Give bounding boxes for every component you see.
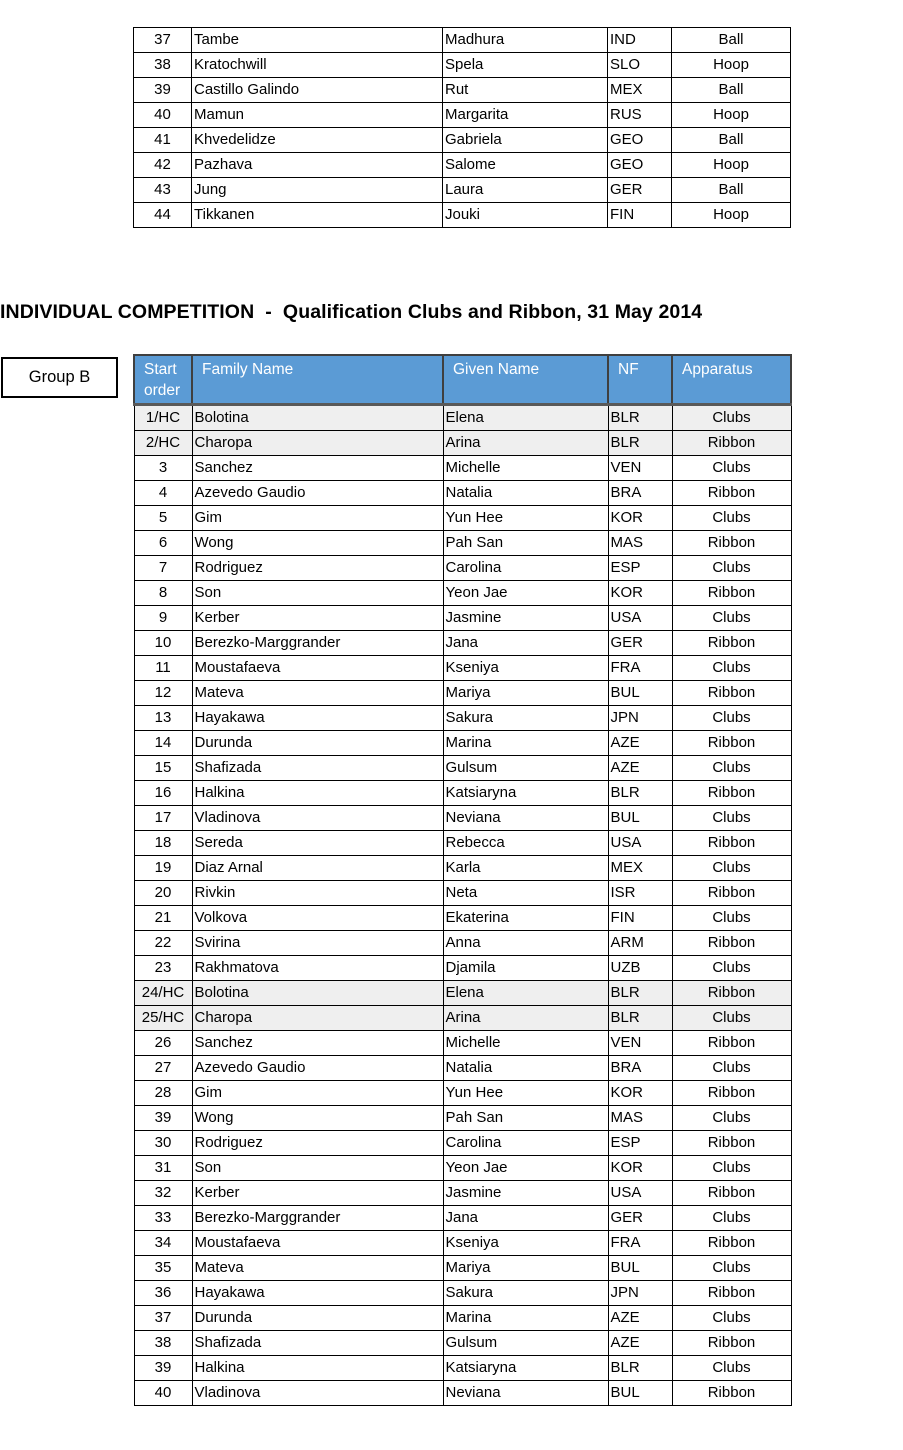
family-name-cell: Bolotina: [192, 405, 443, 431]
start-order-cell: 38: [134, 1331, 192, 1356]
given-name-cell: Yeon Jae: [443, 581, 608, 606]
nf-cell: BLR: [608, 981, 672, 1006]
apparatus-cell: Ribbon: [672, 681, 791, 706]
apparatus-cell: Clubs: [672, 456, 791, 481]
given-name-cell: Gulsum: [443, 1331, 608, 1356]
nf-cell: BUL: [608, 1256, 672, 1281]
given-name-cell: Pah San: [443, 1106, 608, 1131]
group-b-table: [133, 354, 792, 1406]
start-order-cell: 15: [134, 756, 192, 781]
table-row: [134, 681, 791, 706]
nf-cell: MAS: [608, 1106, 672, 1131]
given-name-cell: Spela: [443, 53, 608, 78]
family-name-cell: Azevedo Gaudio: [192, 1056, 443, 1081]
start-order-cell: 6: [134, 531, 192, 556]
apparatus-cell: Ribbon: [672, 781, 791, 806]
given-name-cell: Sakura: [443, 706, 608, 731]
given-name-cell: Elena: [443, 405, 608, 431]
section-heading: INDIVIDUAL COMPETITION - Qualification Clubs and Ribbon, 31 May 2014: [0, 301, 703, 323]
apparatus-cell: Ribbon: [672, 931, 791, 956]
given-name-cell: Anna: [443, 931, 608, 956]
family-name-cell: Charopa: [192, 1006, 443, 1031]
nf-cell: KOR: [608, 506, 672, 531]
start-order-cell: 33: [134, 1206, 192, 1231]
nf-cell: BUL: [608, 806, 672, 831]
start-order-cell: 35: [134, 1256, 192, 1281]
family-name-cell: Berezko-Marggrander: [192, 631, 443, 656]
table-row: [134, 178, 791, 203]
table-row: [134, 781, 791, 806]
given-name-cell: Rebecca: [443, 831, 608, 856]
apparatus-cell: Ball: [672, 28, 791, 53]
apparatus-cell: Hoop: [672, 203, 791, 228]
table-row: [134, 1056, 791, 1081]
family-name-cell: Mateva: [192, 681, 443, 706]
family-name-cell: Halkina: [192, 781, 443, 806]
table-row: [134, 906, 791, 931]
given-name-cell: Kseniya: [443, 1231, 608, 1256]
family-name-cell: Azevedo Gaudio: [192, 481, 443, 506]
family-name-cell: Mateva: [192, 1256, 443, 1281]
table-row: [134, 203, 791, 228]
nf-cell: USA: [608, 1181, 672, 1206]
start-order-cell: 32: [134, 1181, 192, 1206]
apparatus-cell: Ribbon: [672, 581, 791, 606]
given-name-cell: Neta: [443, 881, 608, 906]
nf-cell: GEO: [608, 153, 672, 178]
family-name-cell: Berezko-Marggrander: [192, 1206, 443, 1231]
family-name-cell: Durunda: [192, 1306, 443, 1331]
table-row: [134, 1381, 791, 1406]
table-row: [134, 806, 791, 831]
apparatus-cell: Clubs: [672, 756, 791, 781]
table-row: [134, 1231, 791, 1256]
apparatus-cell: Clubs: [672, 806, 791, 831]
nf-cell: SLO: [608, 53, 672, 78]
given-name-cell: Katsiaryna: [443, 781, 608, 806]
nf-cell: AZE: [608, 731, 672, 756]
family-name-cell: Moustafaeva: [192, 656, 443, 681]
start-order-cell: 37: [134, 28, 192, 53]
start-order-cell: 11: [134, 656, 192, 681]
table-row: [134, 1081, 791, 1106]
nf-cell: MEX: [608, 856, 672, 881]
start-order-cell: 28: [134, 1081, 192, 1106]
nf-cell: ESP: [608, 556, 672, 581]
start-order-cell: 16: [134, 781, 192, 806]
nf-cell: GER: [608, 631, 672, 656]
start-order-cell: 40: [134, 1381, 192, 1406]
previous-group-table: [133, 27, 791, 228]
table-row: [134, 731, 791, 756]
start-order-cell: 31: [134, 1156, 192, 1181]
given-name-cell: Michelle: [443, 1031, 608, 1056]
start-order-cell: 9: [134, 606, 192, 631]
table-row: [134, 856, 791, 881]
table-row: [134, 1181, 791, 1206]
nf-cell: VEN: [608, 1031, 672, 1056]
given-name-cell: Neviana: [443, 806, 608, 831]
nf-cell: KOR: [608, 1081, 672, 1106]
nf-cell: ISR: [608, 881, 672, 906]
given-name-cell: Natalia: [443, 1056, 608, 1081]
start-order-cell: 25/HC: [134, 1006, 192, 1031]
start-order-cell: 19: [134, 856, 192, 881]
family-name-cell: Son: [192, 1156, 443, 1181]
start-order-cell: 26: [134, 1031, 192, 1056]
apparatus-cell: Ribbon: [672, 1281, 791, 1306]
start-order-cell: 27: [134, 1056, 192, 1081]
table-row: [134, 28, 791, 53]
family-name-cell: Wong: [192, 1106, 443, 1131]
header-row: [134, 355, 791, 405]
nf-cell: KOR: [608, 1156, 672, 1181]
table-row: [134, 1031, 791, 1056]
table-row: [134, 1356, 791, 1381]
given-name-cell: Carolina: [443, 1131, 608, 1156]
given-name-cell: Katsiaryna: [443, 1356, 608, 1381]
apparatus-cell: Ball: [672, 128, 791, 153]
apparatus-cell: Clubs: [672, 556, 791, 581]
table-row: [134, 1281, 791, 1306]
apparatus-cell: Clubs: [672, 856, 791, 881]
nf-cell: RUS: [608, 103, 672, 128]
table-row: [134, 1106, 791, 1131]
nf-cell: JPN: [608, 706, 672, 731]
table-row: [134, 1156, 791, 1181]
start-order-cell: 44: [134, 203, 192, 228]
nf-cell: UZB: [608, 956, 672, 981]
table-row: [134, 1131, 791, 1156]
table-row: [134, 1306, 791, 1331]
group-label-box: [1, 357, 118, 398]
table-row: [134, 631, 791, 656]
start-order-cell: 2/HC: [134, 431, 192, 456]
table-row: [134, 1256, 791, 1281]
nf-cell: MAS: [608, 531, 672, 556]
col-header-nf: NF: [608, 355, 672, 405]
given-name-cell: Rut: [443, 78, 608, 103]
table-row: [134, 531, 791, 556]
nf-cell: USA: [608, 606, 672, 631]
start-order-cell: 39: [134, 1356, 192, 1381]
apparatus-cell: Hoop: [672, 53, 791, 78]
family-name-cell: Durunda: [192, 731, 443, 756]
apparatus-cell: Clubs: [672, 1056, 791, 1081]
table-row: [134, 78, 791, 103]
family-name-cell: Charopa: [192, 431, 443, 456]
given-name-cell: Neviana: [443, 1381, 608, 1406]
given-name-cell: Kseniya: [443, 656, 608, 681]
given-name-cell: Jana: [443, 631, 608, 656]
start-order-cell: 43: [134, 178, 192, 203]
apparatus-cell: Ribbon: [672, 1381, 791, 1406]
family-name-cell: Hayakawa: [192, 706, 443, 731]
family-name-cell: Tambe: [192, 28, 443, 53]
nf-cell: BLR: [608, 781, 672, 806]
given-name-cell: Laura: [443, 178, 608, 203]
start-order-cell: 17: [134, 806, 192, 831]
nf-cell: GER: [608, 1206, 672, 1231]
family-name-cell: Moustafaeva: [192, 1231, 443, 1256]
table-row: [134, 506, 791, 531]
start-order-cell: 13: [134, 706, 192, 731]
table-row: [134, 981, 791, 1006]
family-name-cell: Mamun: [192, 103, 443, 128]
apparatus-cell: Ribbon: [672, 431, 791, 456]
family-name-cell: Wong: [192, 531, 443, 556]
nf-cell: BLR: [608, 431, 672, 456]
apparatus-cell: Ribbon: [672, 881, 791, 906]
given-name-cell: Arina: [443, 1006, 608, 1031]
col-header-given-name: Given Name: [443, 355, 608, 405]
apparatus-cell: Clubs: [672, 706, 791, 731]
family-name-cell: Son: [192, 581, 443, 606]
given-name-cell: Pah San: [443, 531, 608, 556]
family-name-cell: Khvedelidze: [192, 128, 443, 153]
given-name-cell: Mariya: [443, 681, 608, 706]
table-row: [134, 831, 791, 856]
family-name-cell: Jung: [192, 178, 443, 203]
table-row: [134, 606, 791, 631]
apparatus-cell: Ribbon: [672, 531, 791, 556]
given-name-cell: Sakura: [443, 1281, 608, 1306]
table-row: [134, 1206, 791, 1231]
apparatus-cell: Ribbon: [672, 1131, 791, 1156]
apparatus-cell: Ribbon: [672, 981, 791, 1006]
given-name-cell: Jouki: [443, 203, 608, 228]
nf-cell: JPN: [608, 1281, 672, 1306]
apparatus-cell: Ribbon: [672, 731, 791, 756]
given-name-cell: Marina: [443, 731, 608, 756]
apparatus-cell: Clubs: [672, 956, 791, 981]
given-name-cell: Gulsum: [443, 756, 608, 781]
family-name-cell: Pazhava: [192, 153, 443, 178]
apparatus-cell: Ribbon: [672, 1231, 791, 1256]
family-name-cell: Gim: [192, 506, 443, 531]
family-name-cell: Sanchez: [192, 456, 443, 481]
given-name-cell: Jana: [443, 1206, 608, 1231]
given-name-cell: Mariya: [443, 1256, 608, 1281]
table-row: [134, 931, 791, 956]
start-order-cell: 12: [134, 681, 192, 706]
start-order-cell: 14: [134, 731, 192, 756]
col-header-start-order: Start order: [134, 355, 192, 405]
apparatus-cell: Clubs: [672, 1156, 791, 1181]
family-name-cell: Vladinova: [192, 806, 443, 831]
start-order-cell: 24/HC: [134, 981, 192, 1006]
table-row: [134, 706, 791, 731]
table-row: [134, 128, 791, 153]
family-name-cell: Volkova: [192, 906, 443, 931]
nf-cell: FIN: [608, 203, 672, 228]
table-row: [134, 53, 791, 78]
nf-cell: BRA: [608, 481, 672, 506]
table-row: [134, 481, 791, 506]
apparatus-cell: Clubs: [672, 1306, 791, 1331]
apparatus-cell: Ball: [672, 178, 791, 203]
nf-cell: FIN: [608, 906, 672, 931]
start-order-cell: 40: [134, 103, 192, 128]
apparatus-cell: Ball: [672, 78, 791, 103]
table-row: [134, 103, 791, 128]
given-name-cell: Michelle: [443, 456, 608, 481]
nf-cell: KOR: [608, 581, 672, 606]
apparatus-cell: Clubs: [672, 1006, 791, 1031]
given-name-cell: Yeon Jae: [443, 1156, 608, 1181]
given-name-cell: Gabriela: [443, 128, 608, 153]
family-name-cell: Kerber: [192, 606, 443, 631]
family-name-cell: Rodriguez: [192, 556, 443, 581]
nf-cell: IND: [608, 28, 672, 53]
nf-cell: MEX: [608, 78, 672, 103]
family-name-cell: Sanchez: [192, 1031, 443, 1056]
nf-cell: BLR: [608, 405, 672, 431]
nf-cell: AZE: [608, 1306, 672, 1331]
given-name-cell: Marina: [443, 1306, 608, 1331]
start-order-cell: 30: [134, 1131, 192, 1156]
start-order-cell: 23: [134, 956, 192, 981]
family-name-cell: Shafizada: [192, 1331, 443, 1356]
apparatus-cell: Clubs: [672, 906, 791, 931]
start-order-cell: 36: [134, 1281, 192, 1306]
start-order-cell: 7: [134, 556, 192, 581]
nf-cell: BRA: [608, 1056, 672, 1081]
family-name-cell: Diaz Arnal: [192, 856, 443, 881]
nf-cell: AZE: [608, 756, 672, 781]
table-row: [134, 1006, 791, 1031]
family-name-cell: Vladinova: [192, 1381, 443, 1406]
family-name-cell: Rakhmatova: [192, 956, 443, 981]
family-name-cell: Sereda: [192, 831, 443, 856]
nf-cell: BUL: [608, 1381, 672, 1406]
nf-cell: BLR: [608, 1356, 672, 1381]
given-name-cell: Yun Hee: [443, 506, 608, 531]
table-row: [134, 581, 791, 606]
group-label: Group B: [28, 368, 91, 386]
given-name-cell: Karla: [443, 856, 608, 881]
apparatus-cell: Ribbon: [672, 631, 791, 656]
nf-cell: ESP: [608, 1131, 672, 1156]
apparatus-cell: Ribbon: [672, 1331, 791, 1356]
apparatus-cell: Ribbon: [672, 1081, 791, 1106]
table-row: [134, 956, 791, 981]
nf-cell: VEN: [608, 456, 672, 481]
start-order-cell: 3: [134, 456, 192, 481]
table-row: [134, 431, 791, 456]
given-name-cell: Madhura: [443, 28, 608, 53]
apparatus-cell: Clubs: [672, 1256, 791, 1281]
apparatus-cell: Clubs: [672, 1106, 791, 1131]
apparatus-cell: Clubs: [672, 606, 791, 631]
start-order-cell: 34: [134, 1231, 192, 1256]
start-order-cell: 8: [134, 581, 192, 606]
start-order-cell: 10: [134, 631, 192, 656]
apparatus-cell: Clubs: [672, 1356, 791, 1381]
start-order-cell: 42: [134, 153, 192, 178]
col-header-family-name: Family Name: [192, 355, 443, 405]
table-row: [134, 656, 791, 681]
apparatus-cell: Clubs: [672, 1206, 791, 1231]
apparatus-cell: Clubs: [672, 656, 791, 681]
apparatus-cell: Ribbon: [672, 481, 791, 506]
start-order-cell: 1/HC: [134, 405, 192, 431]
nf-cell: FRA: [608, 656, 672, 681]
table-row: [134, 756, 791, 781]
nf-cell: BLR: [608, 1006, 672, 1031]
start-order-cell: 18: [134, 831, 192, 856]
table-row: [134, 153, 791, 178]
table-row: [134, 1331, 791, 1356]
nf-cell: USA: [608, 831, 672, 856]
given-name-cell: Margarita: [443, 103, 608, 128]
col-header-apparatus: Apparatus: [672, 355, 791, 405]
start-order-cell: 39: [134, 1106, 192, 1131]
given-name-cell: Carolina: [443, 556, 608, 581]
given-name-cell: Elena: [443, 981, 608, 1006]
given-name-cell: Natalia: [443, 481, 608, 506]
table-row: [134, 881, 791, 906]
family-name-cell: Tikkanen: [192, 203, 443, 228]
table-row: [134, 556, 791, 581]
start-order-cell: 22: [134, 931, 192, 956]
nf-cell: AZE: [608, 1331, 672, 1356]
apparatus-cell: Clubs: [672, 405, 791, 431]
family-name-cell: Svirina: [192, 931, 443, 956]
table-row: [134, 405, 791, 431]
start-order-cell: 37: [134, 1306, 192, 1331]
given-name-cell: Ekaterina: [443, 906, 608, 931]
nf-cell: GER: [608, 178, 672, 203]
nf-cell: BUL: [608, 681, 672, 706]
apparatus-cell: Ribbon: [672, 1181, 791, 1206]
given-name-cell: Salome: [443, 153, 608, 178]
apparatus-cell: Ribbon: [672, 1031, 791, 1056]
apparatus-cell: Hoop: [672, 103, 791, 128]
start-order-cell: 20: [134, 881, 192, 906]
given-name-cell: Jasmine: [443, 606, 608, 631]
family-name-cell: Hayakawa: [192, 1281, 443, 1306]
start-order-cell: 21: [134, 906, 192, 931]
given-name-cell: Djamila: [443, 956, 608, 981]
apparatus-cell: Hoop: [672, 153, 791, 178]
family-name-cell: Castillo Galindo: [192, 78, 443, 103]
family-name-cell: Gim: [192, 1081, 443, 1106]
family-name-cell: Kerber: [192, 1181, 443, 1206]
start-order-cell: 39: [134, 78, 192, 103]
family-name-cell: Rivkin: [192, 881, 443, 906]
given-name-cell: Yun Hee: [443, 1081, 608, 1106]
apparatus-cell: Ribbon: [672, 831, 791, 856]
given-name-cell: Jasmine: [443, 1181, 608, 1206]
apparatus-cell: Clubs: [672, 506, 791, 531]
family-name-cell: Shafizada: [192, 756, 443, 781]
given-name-cell: Arina: [443, 431, 608, 456]
family-name-cell: Halkina: [192, 1356, 443, 1381]
family-name-cell: Rodriguez: [192, 1131, 443, 1156]
start-order-cell: 5: [134, 506, 192, 531]
start-order-cell: 38: [134, 53, 192, 78]
family-name-cell: Kratochwill: [192, 53, 443, 78]
table-row: [134, 456, 791, 481]
nf-cell: GEO: [608, 128, 672, 153]
start-order-cell: 41: [134, 128, 192, 153]
nf-cell: FRA: [608, 1231, 672, 1256]
family-name-cell: Bolotina: [192, 981, 443, 1006]
nf-cell: ARM: [608, 931, 672, 956]
start-order-cell: 4: [134, 481, 192, 506]
